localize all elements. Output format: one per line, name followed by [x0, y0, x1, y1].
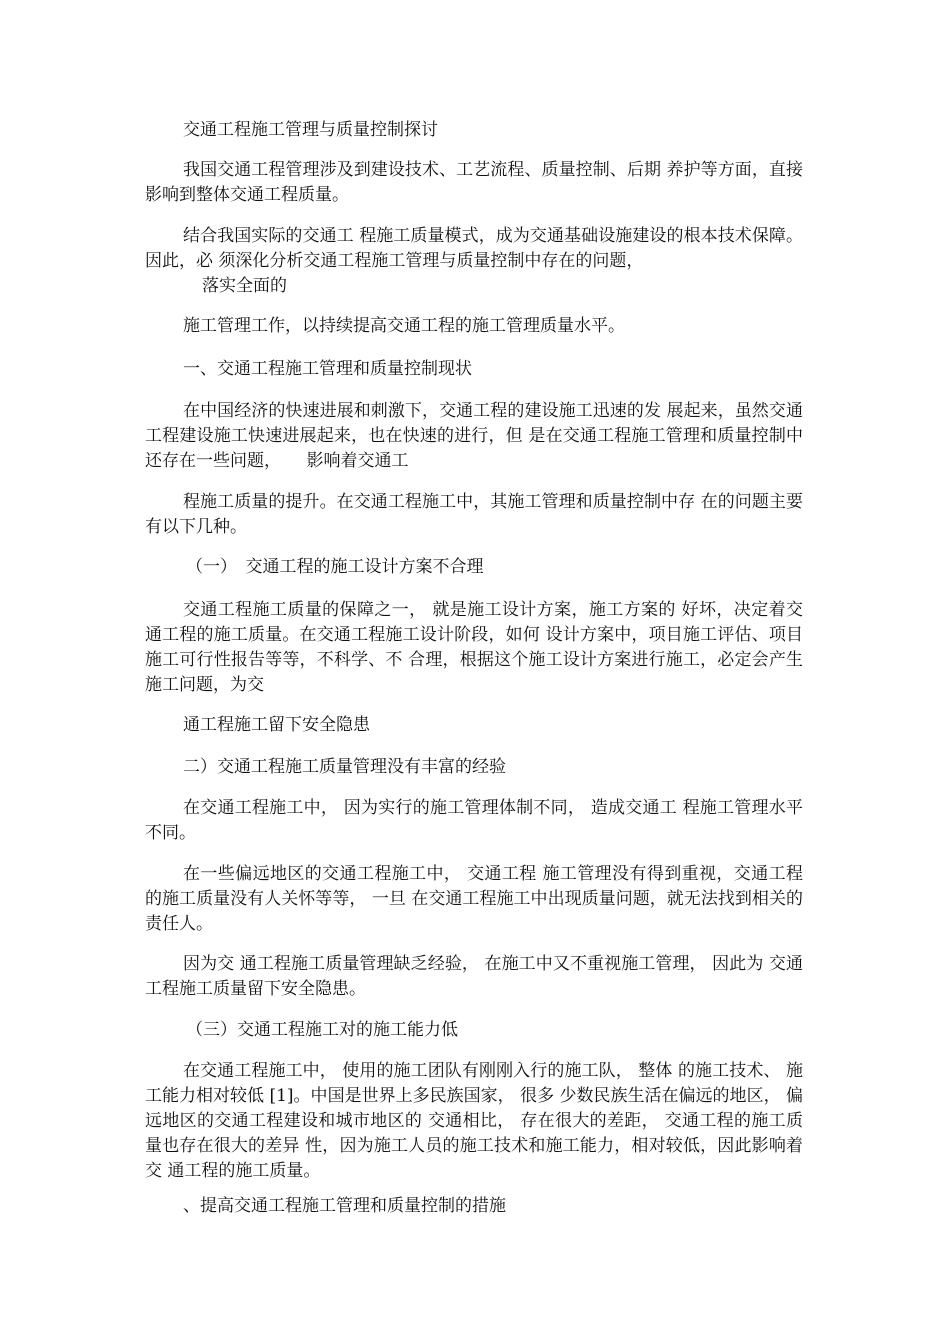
paragraph-2: 结合我国实际的交通工 程施工质量模式，成为交通基础设施建设的根本技术保障。因此，必 须深化分析交通工程施工管理与质量控制中存在的问题，: [145, 226, 803, 271]
paragraph-6: 交通工程施工质量的保障之一， 就是施工设计方案，施工方案的 好坏，决定着交通工程的施工质量。在交通工程施工设计阶段，如何 设计方案中，项目施工评估、项目施工可行性报告等等，不科学、不 合理，根据这个施工设计方案进行施工，必定会产生施工问题，为交: [145, 600, 803, 695]
subsection-heading-2: 二）交通工程施工质量管理没有丰富的经验: [183, 757, 506, 777]
paragraph-7: 通工程施工留下安全隐患: [183, 715, 370, 735]
paragraph-8: 在交通工程施工中， 因为实行的施工管理体制不同， 造成交通工 程施工管理水平不同。: [145, 798, 803, 843]
paragraph-10: 因为交 通工程施工质量管理缺乏经验， 在施工中又不重视施工管理， 因此为 交通工程施工质量留下安全隐患。: [145, 954, 803, 999]
document-title: 交通工程施工管理与质量控制探讨: [183, 120, 438, 140]
section-heading-1: 一、交通工程施工管理和质量控制现状: [183, 359, 472, 379]
paragraph-4: 在中国经济的快速进展和刺激下，交通工程的建设施工迅速的发 展起来，虽然交通工程建设施工快速进展起来，也在快速的进行，但 是在交通工程施工管理和质量控制中还存在一些问题， 影响着交通工: [145, 401, 803, 471]
paragraph-2-tail: 落实全面的: [202, 276, 287, 296]
subsection-heading-3: （三）交通工程施工对的施工能力低: [186, 1020, 458, 1040]
paragraph-1: 我国交通工程管理涉及到建设技术、工艺流程、质量控制、后期 养护等方面，直接影响到整体交通工程质量。: [145, 160, 803, 205]
paragraph-11: 在交通工程施工中， 使用的施工团队有刚刚入行的施工队， 整体 的施工技术、 施工能力相对较低 [1]。中国是世界上多民族国家， 很多 少数民族生活在偏远的地区， 偏远地区的交通工程建设和城市地区的 交通相比， 存在很大的差距， 交通工程的施工质量也存在很大的差异 性，因为施工人员的施工技术和施工能力，相对较低，因此影响着交 通工程的施工质量。: [145, 1061, 803, 1181]
paragraph-5: 程施工质量的提升。在交通工程施工中，其施工管理和质量控制中存 在的问题主要有以下几种。: [145, 492, 803, 537]
paragraph-9: 在一些偏远地区的交通工程施工中， 交通工程 施工管理没有得到重视，交通工程的施工质量没有人关怀等等， 一旦 在交通工程施工中出现质量问题，就无法找到相关的责任人。: [145, 864, 803, 934]
paragraph-3: 施工管理工作，以持续提高交通工程的施工管理质量水平。: [183, 316, 625, 336]
subsection-heading-1: （一） 交通工程的施工设计方案不合理: [186, 557, 484, 577]
section-heading-2: 、提高交通工程施工管理和质量控制的措施: [183, 1196, 506, 1216]
